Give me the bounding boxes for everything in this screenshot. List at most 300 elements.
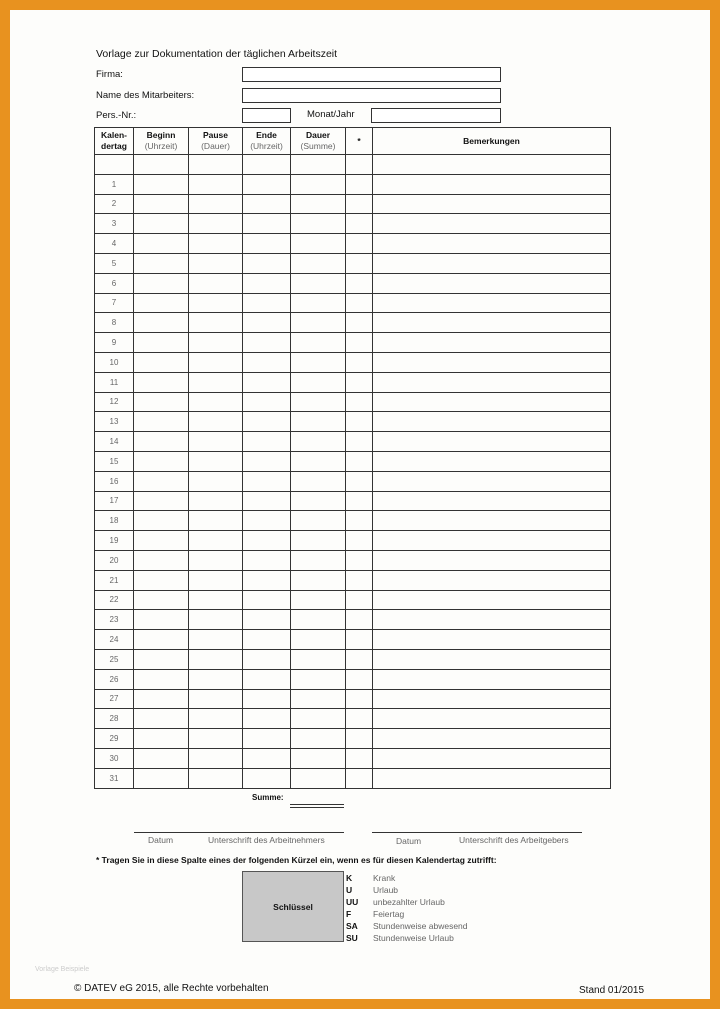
entry-cell[interactable] (134, 511, 189, 531)
entry-cell[interactable] (373, 451, 611, 471)
day-number: 10 (95, 352, 134, 372)
entry-cell[interactable] (373, 669, 611, 689)
entry-cell[interactable] (346, 630, 373, 650)
entry-cell[interactable] (291, 649, 346, 669)
entry-cell[interactable] (243, 273, 291, 293)
day-number: 16 (95, 471, 134, 491)
entry-cell[interactable] (291, 471, 346, 491)
entry-cell[interactable] (243, 372, 291, 392)
table-row (95, 689, 611, 709)
key-code: UU (346, 897, 359, 907)
entry-cell[interactable] (243, 313, 291, 333)
entry-cell[interactable] (189, 412, 243, 432)
entry-cell[interactable] (373, 729, 611, 749)
day-number: 20 (95, 550, 134, 570)
entry-cell[interactable] (189, 531, 243, 551)
entry-cell[interactable] (134, 214, 189, 234)
persnr-label: Pers.-Nr.: (96, 110, 137, 121)
day-number: 11 (95, 372, 134, 392)
column-header (346, 128, 373, 155)
column-header (134, 128, 189, 155)
entry-cell[interactable] (291, 669, 346, 689)
entry-cell[interactable] (243, 333, 291, 353)
entry-cell[interactable] (243, 768, 291, 788)
entry-cell[interactable] (243, 729, 291, 749)
column-header (373, 128, 611, 155)
entry-cell[interactable] (134, 392, 189, 412)
summe-label: Summe: (252, 793, 284, 802)
entry-cell[interactable] (134, 570, 189, 590)
entry-cell[interactable] (291, 234, 346, 254)
entry-cell[interactable] (134, 412, 189, 432)
entry-cell[interactable] (243, 491, 291, 511)
employee-date-label: Datum (148, 835, 174, 845)
entry-cell[interactable] (189, 174, 243, 194)
entry-cell[interactable] (373, 550, 611, 570)
entry-cell[interactable] (243, 610, 291, 630)
entry-cell[interactable] (243, 352, 291, 372)
column-header-title: Pause (202, 130, 229, 140)
day-number: 27 (95, 689, 134, 709)
entry-cell[interactable] (373, 392, 611, 412)
entry-cell[interactable] (189, 313, 243, 333)
entry-cell[interactable] (134, 590, 189, 610)
entry-cell[interactable] (291, 313, 346, 333)
entry-cell[interactable] (134, 669, 189, 689)
entry-cell[interactable] (291, 214, 346, 234)
entry-cell[interactable] (291, 570, 346, 590)
entry-cell[interactable] (346, 194, 373, 214)
table-row (95, 194, 611, 214)
table-row (95, 352, 611, 372)
entry-cell[interactable] (134, 313, 189, 333)
entry-cell[interactable] (291, 550, 346, 570)
entry-cell[interactable] (373, 234, 611, 254)
column-header (243, 128, 291, 155)
table-row (95, 669, 611, 689)
day-number: 6 (95, 273, 134, 293)
entry-cell[interactable] (134, 550, 189, 570)
key-item (346, 872, 468, 884)
entry-cell[interactable] (189, 630, 243, 650)
entry-cell[interactable] (373, 333, 611, 353)
table-row (95, 511, 611, 531)
entry-cell[interactable] (291, 432, 346, 452)
entry-cell[interactable] (189, 649, 243, 669)
entry-cell[interactable] (346, 273, 373, 293)
mitarbeiter-label: Name des Mitarbeiters: (96, 90, 195, 101)
entry-cell[interactable] (189, 352, 243, 372)
entry-cell[interactable] (134, 432, 189, 452)
entry-cell[interactable] (291, 253, 346, 273)
entry-cell[interactable] (189, 768, 243, 788)
entry-cell[interactable] (189, 253, 243, 273)
entry-cell[interactable] (243, 293, 291, 313)
monat-field[interactable] (371, 108, 501, 123)
entry-cell[interactable] (134, 155, 189, 175)
table-header-row (95, 128, 611, 155)
entry-cell[interactable] (373, 194, 611, 214)
entry-cell[interactable] (189, 491, 243, 511)
entry-cell[interactable] (373, 531, 611, 551)
entry-cell[interactable] (243, 590, 291, 610)
entry-cell[interactable] (134, 194, 189, 214)
entry-cell[interactable] (346, 352, 373, 372)
entry-cell[interactable] (291, 729, 346, 749)
entry-cell[interactable] (134, 610, 189, 630)
entry-cell[interactable] (291, 491, 346, 511)
table-row (95, 273, 611, 293)
entry-cell[interactable] (373, 689, 611, 709)
entry-cell[interactable] (291, 194, 346, 214)
entry-cell[interactable] (346, 471, 373, 491)
entry-cell[interactable] (346, 313, 373, 333)
entry-cell[interactable] (134, 333, 189, 353)
entry-cell[interactable] (189, 293, 243, 313)
column-header-title: * (357, 135, 361, 146)
entry-cell[interactable] (373, 174, 611, 194)
column-header-title: Ende (256, 130, 277, 140)
entry-cell[interactable] (243, 174, 291, 194)
entry-cell[interactable] (291, 293, 346, 313)
day-number: 31 (95, 768, 134, 788)
column-header (95, 128, 134, 155)
entry-cell[interactable] (189, 372, 243, 392)
entry-cell[interactable] (291, 531, 346, 551)
entry-cell[interactable] (243, 214, 291, 234)
key-item (346, 884, 468, 896)
entry-cell[interactable] (373, 709, 611, 729)
entry-cell[interactable] (243, 511, 291, 531)
entry-cell[interactable] (243, 570, 291, 590)
entry-cell[interactable] (189, 610, 243, 630)
table-row (95, 333, 611, 353)
entry-cell[interactable] (346, 293, 373, 313)
entry-cell[interactable] (189, 570, 243, 590)
entry-cell[interactable] (189, 689, 243, 709)
entry-cell[interactable] (346, 610, 373, 630)
entry-cell[interactable] (189, 155, 243, 175)
entry-cell[interactable] (243, 669, 291, 689)
summe-double-line (290, 804, 344, 808)
day-number: 15 (95, 451, 134, 471)
day-number: 21 (95, 570, 134, 590)
day-number: 12 (95, 392, 134, 412)
entry-cell[interactable] (134, 748, 189, 768)
entry-cell[interactable] (346, 709, 373, 729)
table-row (95, 214, 611, 234)
entry-cell[interactable] (134, 273, 189, 293)
entry-cell[interactable] (346, 392, 373, 412)
entry-cell[interactable] (243, 709, 291, 729)
entry-cell[interactable] (189, 392, 243, 412)
document-sheet (10, 10, 710, 999)
entry-cell[interactable] (189, 709, 243, 729)
document-title: Vorlage zur Dokumentation der täglichen Arbeitszeit (96, 48, 338, 60)
entry-cell[interactable] (134, 293, 189, 313)
entry-cell[interactable] (291, 392, 346, 412)
entry-cell[interactable] (291, 630, 346, 650)
day-number: 25 (95, 649, 134, 669)
entry-cell[interactable] (373, 273, 611, 293)
table-row (95, 550, 611, 570)
entry-cell[interactable] (243, 432, 291, 452)
entry-cell[interactable] (291, 689, 346, 709)
entry-cell[interactable] (373, 570, 611, 590)
entry-cell[interactable] (291, 590, 346, 610)
entry-cell[interactable] (346, 155, 373, 175)
employer-date-label: Datum (396, 836, 422, 846)
entry-cell[interactable] (243, 412, 291, 432)
footer-stand: Stand 01/2015 (579, 985, 645, 996)
table-row (95, 313, 611, 333)
entry-cell[interactable] (189, 194, 243, 214)
column-header-subtitle: (Uhrzeit) (250, 141, 283, 151)
table-row (95, 372, 611, 392)
key-item (346, 896, 468, 908)
watermark: Vorlage Beispiele (35, 966, 90, 973)
table-row (95, 234, 611, 254)
table-row (95, 155, 611, 175)
entry-cell[interactable] (291, 273, 346, 293)
time-table (94, 127, 611, 789)
entry-cell[interactable] (346, 570, 373, 590)
key-description: Urlaub (373, 885, 399, 895)
day-number: 8 (95, 313, 134, 333)
entry-cell[interactable] (243, 234, 291, 254)
entry-cell[interactable] (346, 234, 373, 254)
entry-cell[interactable] (373, 432, 611, 452)
key-code: F (346, 909, 352, 919)
column-header-subtitle: (Uhrzeit) (144, 141, 178, 151)
day-number: 1 (95, 174, 134, 194)
day-number: 19 (95, 531, 134, 551)
table-row (95, 432, 611, 452)
entry-cell[interactable] (189, 550, 243, 570)
table-row (95, 610, 611, 630)
column-header-title: Beginn (146, 130, 176, 140)
entry-cell[interactable] (373, 748, 611, 768)
entry-cell[interactable] (291, 511, 346, 531)
day-number: 4 (95, 234, 134, 254)
table-row (95, 451, 611, 471)
entry-cell[interactable] (346, 174, 373, 194)
entry-cell[interactable] (291, 352, 346, 372)
day-number: 13 (95, 412, 134, 432)
day-number: 26 (95, 669, 134, 689)
entry-cell[interactable] (189, 214, 243, 234)
entry-cell[interactable] (346, 669, 373, 689)
entry-cell[interactable] (134, 174, 189, 194)
entry-cell[interactable] (243, 630, 291, 650)
entry-cell[interactable] (346, 333, 373, 353)
table-row (95, 392, 611, 412)
entry-cell[interactable] (243, 392, 291, 412)
employee-signature-line[interactable] (134, 832, 344, 833)
column-header-subtitle: (Summe) (300, 141, 336, 151)
entry-cell[interactable] (134, 729, 189, 749)
entry-cell[interactable] (346, 531, 373, 551)
entry-cell[interactable] (291, 412, 346, 432)
entry-cell[interactable] (134, 630, 189, 650)
key-description: Stundenweise Urlaub (373, 933, 454, 943)
table-row (95, 649, 611, 669)
entry-cell[interactable] (373, 412, 611, 432)
entry-cell[interactable] (346, 768, 373, 788)
table-row (95, 531, 611, 551)
key-description: unbezahlter Urlaub (373, 897, 445, 907)
entry-cell[interactable] (189, 451, 243, 471)
table-row (95, 570, 611, 590)
key-code: U (346, 885, 353, 895)
table-row (95, 491, 611, 511)
entry-cell[interactable] (291, 333, 346, 353)
entry-cell[interactable] (373, 214, 611, 234)
entry-cell[interactable] (134, 709, 189, 729)
entry-cell[interactable] (346, 372, 373, 392)
entry-cell[interactable] (189, 669, 243, 689)
entry-cell[interactable] (346, 412, 373, 432)
entry-cell[interactable] (243, 531, 291, 551)
day-number: 22 (95, 590, 134, 610)
day-number: 18 (95, 511, 134, 531)
monat-label: Monat/Jahr (307, 109, 355, 120)
day-number: 29 (95, 729, 134, 749)
entry-cell[interactable] (346, 214, 373, 234)
entry-cell[interactable] (134, 451, 189, 471)
column-header (291, 128, 346, 155)
entry-cell[interactable] (243, 748, 291, 768)
entry-cell[interactable] (134, 689, 189, 709)
table-row (95, 709, 611, 729)
entry-cell[interactable] (346, 511, 373, 531)
footer-copyright: © DATEV eG 2015, alle Rechte vorbehalten (74, 983, 269, 994)
entry-cell[interactable] (189, 729, 243, 749)
entry-cell[interactable] (189, 333, 243, 353)
entry-cell[interactable] (189, 511, 243, 531)
entry-cell[interactable] (134, 491, 189, 511)
entry-cell[interactable] (346, 491, 373, 511)
day-number: 9 (95, 333, 134, 353)
table-row (95, 253, 611, 273)
firma-label: Firma: (96, 69, 123, 80)
entry-cell[interactable] (373, 471, 611, 491)
entry-cell[interactable] (373, 511, 611, 531)
entry-cell[interactable] (291, 610, 346, 630)
entry-cell[interactable] (243, 689, 291, 709)
entry-cell[interactable] (243, 155, 291, 175)
entry-cell[interactable] (189, 590, 243, 610)
entry-cell[interactable] (243, 253, 291, 273)
entry-cell[interactable] (373, 313, 611, 333)
entry-cell[interactable] (373, 293, 611, 313)
entry-cell[interactable] (373, 352, 611, 372)
entry-cell[interactable] (189, 471, 243, 491)
entry-cell[interactable] (189, 748, 243, 768)
column-header-title: Kalen- (101, 130, 127, 140)
entry-cell[interactable] (346, 550, 373, 570)
entry-cell[interactable] (346, 253, 373, 273)
entry-cell[interactable] (346, 649, 373, 669)
entry-cell[interactable] (189, 234, 243, 254)
entry-cell[interactable] (373, 590, 611, 610)
entry-cell[interactable] (373, 372, 611, 392)
key-item (346, 908, 468, 920)
entry-cell[interactable] (243, 471, 291, 491)
employer-signature-line[interactable] (372, 832, 582, 833)
entry-cell[interactable] (134, 649, 189, 669)
table-row (95, 590, 611, 610)
day-number: 24 (95, 630, 134, 650)
entry-cell[interactable] (134, 352, 189, 372)
employee-signature-label: Unterschrift des Arbeitnehmers (208, 835, 325, 845)
entry-cell[interactable] (291, 709, 346, 729)
entry-cell[interactable] (291, 174, 346, 194)
key-description: Stundenweise abwesend (373, 921, 468, 931)
entry-cell[interactable] (346, 590, 373, 610)
entry-cell[interactable] (373, 649, 611, 669)
entry-cell[interactable] (373, 768, 611, 788)
entry-cell[interactable] (291, 451, 346, 471)
entry-cell[interactable] (189, 273, 243, 293)
day-number: 3 (95, 214, 134, 234)
entry-cell[interactable] (243, 649, 291, 669)
entry-cell[interactable] (243, 194, 291, 214)
column-header-title: Bemerkungen (463, 135, 520, 146)
entry-cell[interactable] (134, 768, 189, 788)
key-title: Schlüssel (273, 901, 313, 912)
entry-cell[interactable] (373, 610, 611, 630)
mitarbeiter-field[interactable] (242, 88, 501, 103)
persnr-field[interactable] (242, 108, 291, 123)
entry-cell[interactable] (134, 471, 189, 491)
entry-cell[interactable] (346, 729, 373, 749)
table-row (95, 174, 611, 194)
entry-cell[interactable] (373, 491, 611, 511)
entry-cell[interactable] (134, 253, 189, 273)
entry-cell[interactable] (291, 748, 346, 768)
key-description: Krank (373, 873, 396, 883)
entry-cell[interactable] (346, 451, 373, 471)
entry-cell[interactable] (291, 768, 346, 788)
employer-signature-label: Unterschrift des Arbeitgebers (459, 835, 569, 845)
entry-cell[interactable] (189, 432, 243, 452)
day-number: 2 (95, 194, 134, 214)
day-number: 7 (95, 293, 134, 313)
footnote: * Tragen Sie in diese Spalte eines der folgenden Kürzel ein, wenn es für diesen Kalendertag zutrifft: (96, 855, 497, 865)
entry-cell[interactable] (291, 155, 346, 175)
entry-cell[interactable] (243, 550, 291, 570)
entry-cell[interactable] (373, 630, 611, 650)
entry-cell[interactable] (373, 155, 611, 175)
entry-cell[interactable] (243, 451, 291, 471)
entry-cell[interactable] (346, 432, 373, 452)
table-row (95, 768, 611, 788)
entry-cell[interactable] (346, 689, 373, 709)
entry-cell[interactable] (373, 253, 611, 273)
entry-cell[interactable] (291, 372, 346, 392)
firma-field[interactable] (242, 67, 501, 82)
entry-cell[interactable] (134, 372, 189, 392)
column-header-subtitle: dertag (101, 141, 127, 151)
entry-cell[interactable] (346, 748, 373, 768)
entry-cell[interactable] (134, 234, 189, 254)
table-row (95, 748, 611, 768)
day-number: 14 (95, 432, 134, 452)
key-item (346, 920, 468, 932)
day-number: 28 (95, 709, 134, 729)
entry-cell[interactable] (134, 531, 189, 551)
